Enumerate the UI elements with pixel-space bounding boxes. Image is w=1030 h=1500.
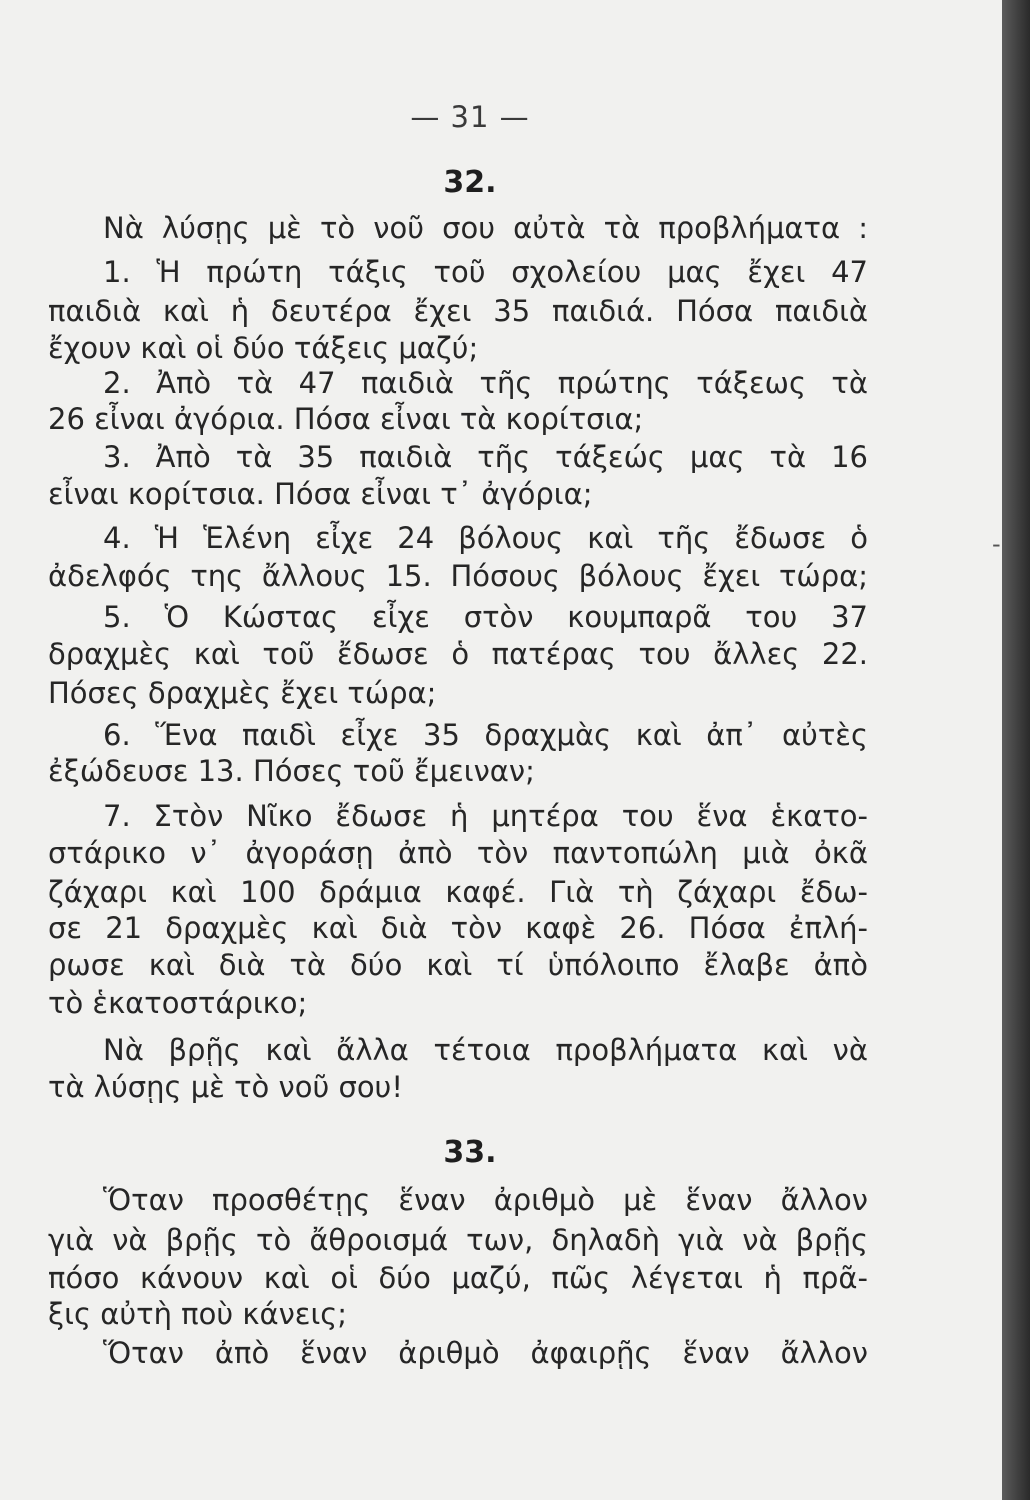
text-line: τὸ ἑκατοστάρικο;	[48, 986, 308, 1020]
text-line: 3. Ἀπὸ τὰ 35 παιδιὰ τῆς τάξεώς μας τὰ 16	[103, 440, 868, 474]
text-line: ἐξώδευσε 13. Πόσες τοῦ ἔμειναν;	[48, 754, 535, 788]
section-title: 33.	[443, 1135, 497, 1170]
text-line: σε 21 δραχμὲς καὶ διὰ τὸν καφὲ 26. Πόσα ἐπλή-	[48, 911, 868, 945]
text-line: 5. Ὁ Κώστας εἶχε στὸν κουμπαρᾶ του 37	[103, 600, 868, 634]
text-line: 2. Ἀπὸ τὰ 47 παιδιὰ τῆς πρώτης τάξεως τὰ	[103, 366, 868, 400]
text-line: στάρικο ν᾽ ἀγοράσῃ ἀπὸ τὸν παντοπώλη μιὰ ὀκᾶ	[48, 836, 868, 870]
text-line: παιδιὰ καὶ ἡ δευτέρα ἔχει 35 παιδιά. Πόσα παιδιὰ	[48, 294, 868, 328]
text-line: ρωσε καὶ διὰ τὰ δύο καὶ τί ὑπόλοιπο ἔλαβε ἀπὸ	[48, 948, 868, 982]
text-line: Ὅταν ἀπὸ ἕναν ἀριθμὸ ἀφαιρῇς ἕναν ἄλλον	[103, 1336, 868, 1370]
text-line: 7. Στὸν Νῖκο ἔδωσε ἡ μητέρα του ἕνα ἑκατο-	[103, 799, 868, 833]
text-line: ζάχαρι καὶ 100 δράμια καφέ. Γιὰ τὴ ζάχαρι ἔδω-	[48, 875, 868, 909]
text-line: 26 εἶναι ἀγόρια. Πόσα εἶναι τὰ κορίτσια;	[48, 402, 644, 436]
book-spine-edge	[1002, 0, 1030, 1500]
text-line: πόσο κάνουν καὶ οἱ δύο μαζύ, πῶς λέγεται ἡ πρᾶ-	[48, 1261, 868, 1295]
text-line: ἔχουν καὶ οἱ δύο τάξεις μαζύ;	[48, 331, 479, 365]
text-line: τὰ λύσῃς μὲ τὸ νοῦ σου!	[48, 1070, 403, 1104]
text-line: γιὰ νὰ βρῇς τὸ ἄθροισμά των, δηλαδὴ γιὰ νὰ βρῇς	[48, 1223, 868, 1257]
section-title: 32.	[443, 165, 497, 200]
margin-mark: -	[992, 530, 1001, 558]
text-line: ἀδελφός της ἄλλους 15. Πόσους βόλους ἔχει τώρα;	[48, 559, 868, 593]
text-line: ξις αὐτὴ ποὺ κάνεις;	[48, 1297, 348, 1331]
text-line: Νὰ βρῇς καὶ ἄλλα τέτοια προβλήματα καὶ νὰ	[103, 1033, 868, 1067]
text-line: εἶναι κορίτσια. Πόσα εἶναι τ᾽ ἀγόρια;	[48, 477, 593, 511]
text-line: Ὅταν προσθέτῃς ἕναν ἀριθμὸ μὲ ἕναν ἄλλον	[103, 1183, 868, 1217]
text-line: 4. Ἡ Ἑλένη εἶχε 24 βόλους καὶ τῆς ἔδωσε ὁ	[103, 521, 868, 555]
text-line: 6. Ἕνα παιδὶ εἶχε 35 δραχμὰς καὶ ἀπ᾽ αὐτὲς	[103, 718, 868, 752]
text-line: 1. Ἡ πρώτη τάξις τοῦ σχολείου μας ἔχει 47	[103, 255, 868, 289]
page-number: — 31 —	[410, 100, 530, 134]
text-line: δραχμὲς καὶ τοῦ ἔδωσε ὁ πατέρας του ἄλλες 22.	[48, 637, 868, 671]
text-line: Νὰ λύσῃς μὲ τὸ νοῦ σου αὐτὰ τὰ προβλήματα :	[103, 211, 868, 245]
text-line: Πόσες δραχμὲς ἔχει τώρα;	[48, 676, 437, 710]
